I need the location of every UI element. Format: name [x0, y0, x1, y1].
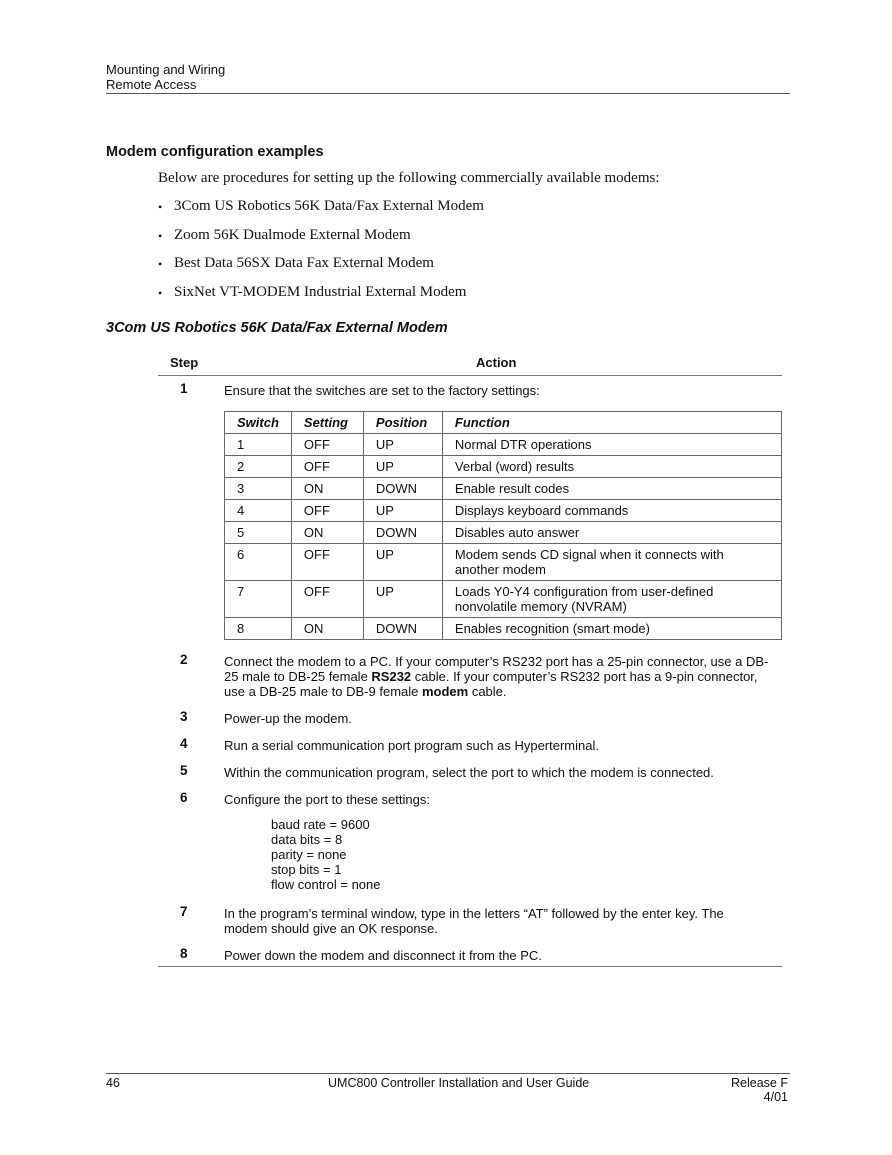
- step-text-bold: RS232: [371, 669, 412, 684]
- table-cell: Enable result codes: [442, 478, 781, 500]
- table-cell: 6: [225, 544, 292, 581]
- step-number: 3: [180, 709, 188, 724]
- footer-title: UMC800 Controller Installation and User Guide: [328, 1076, 590, 1090]
- step-number: 5: [180, 763, 188, 778]
- step-text: Ensure that the switches are set to the factory settings:: [224, 383, 540, 398]
- list-item: [158, 255, 484, 284]
- col-header-position: Position: [363, 412, 442, 434]
- subsection-title: 3Com US Robotics 56K Data/Fax External Modem: [106, 320, 448, 336]
- intro-paragraph: Below are procedures for setting up the following commercially available modems:: [158, 170, 660, 186]
- action-column-header: Action: [476, 355, 517, 370]
- table-row: [225, 544, 782, 581]
- table-cell: 2: [225, 456, 292, 478]
- table-cell: 4: [225, 500, 292, 522]
- table-cell: Displays keyboard commands: [442, 500, 781, 522]
- step-text-bold: modem: [421, 684, 469, 699]
- step-number: 8: [180, 946, 188, 961]
- col-header-function: Function: [442, 412, 781, 434]
- modem-name: SixNet VT-MODEM Industrial External Modem: [174, 283, 467, 300]
- table-header-row: [225, 412, 782, 434]
- table-cell: Modem sends CD signal when it connects with another modem: [442, 544, 781, 581]
- table-cell: UP: [363, 434, 442, 456]
- table-cell: 7: [225, 581, 292, 618]
- table-cell: Normal DTR operations: [442, 434, 781, 456]
- table-cell: 1: [225, 434, 292, 456]
- table-top-rule: [158, 375, 782, 376]
- step-number: 7: [180, 904, 188, 919]
- table-row: [225, 500, 782, 522]
- table-cell: UP: [363, 500, 442, 522]
- step-text: [224, 654, 769, 699]
- header-line-1: Mounting and Wiring: [106, 62, 226, 77]
- bullet-icon: •: [158, 285, 163, 300]
- header-rule: [106, 93, 790, 94]
- header-line-2: Remote Access: [106, 77, 197, 92]
- table-cell: Verbal (word) results: [442, 456, 781, 478]
- step-text: Within the communication program, select the port to which the modem is connected.: [224, 765, 714, 780]
- table-bottom-rule: [158, 966, 782, 967]
- modem-name: 3Com US Robotics 56K Data/Fax External Modem: [174, 198, 484, 214]
- table-row: [225, 456, 782, 478]
- table-row: [225, 434, 782, 456]
- table-cell: OFF: [291, 581, 363, 618]
- release-date: 4/01: [763, 1090, 788, 1104]
- bullet-icon: •: [158, 228, 163, 243]
- port-setting: stop bits = 1: [271, 862, 342, 877]
- step-number: 6: [180, 790, 188, 805]
- page-number: 46: [106, 1076, 120, 1090]
- table-cell: OFF: [291, 544, 363, 581]
- section-title: Modem configuration examples: [106, 144, 324, 160]
- modem-name: Zoom 56K Dualmode External Modem: [174, 226, 411, 243]
- table-cell: OFF: [291, 434, 363, 456]
- col-header-setting: Setting: [291, 412, 363, 434]
- table-cell: ON: [291, 618, 363, 640]
- list-item: [158, 284, 484, 313]
- port-setting: flow control = none: [271, 877, 381, 892]
- table-cell: OFF: [291, 456, 363, 478]
- table-cell: OFF: [291, 500, 363, 522]
- table-cell: UP: [363, 544, 442, 581]
- step-text: In the program’s terminal window, type in the letters “AT” followed by the enter key. The modem should give an OK response.: [224, 906, 724, 936]
- switch-settings-table: [224, 411, 782, 640]
- table-cell: UP: [363, 581, 442, 618]
- port-setting: data bits = 8: [271, 832, 343, 847]
- footer-release: [731, 1076, 788, 1104]
- table-cell: DOWN: [363, 478, 442, 500]
- col-header-switch: Switch: [225, 412, 292, 434]
- step-text-part: cable. If your computer’s RS232 port has a 9-pin connector, use a DB-25 male to DB-9 female: [224, 669, 758, 699]
- list-item: [158, 227, 484, 256]
- modem-name: Best Data 56SX Data Fax External Modem: [174, 255, 434, 271]
- step-text-part: Connect the modem to a PC. If your computer’s RS232 port has a 25-pin connector, use a DB-25 male to DB-25 female: [224, 654, 769, 684]
- step-column-header: Step: [170, 355, 199, 370]
- footer-rule: [106, 1073, 790, 1074]
- step-number: 1: [180, 381, 188, 396]
- table-cell: Disables auto answer: [442, 522, 781, 544]
- step-text: Configure the port to these settings:: [224, 792, 430, 807]
- step-text: Power down the modem and disconnect it from the PC.: [224, 948, 542, 963]
- release-label: Release F: [731, 1076, 788, 1090]
- running-header: [106, 62, 225, 92]
- step-number: 4: [180, 736, 188, 751]
- table-cell: 8: [225, 618, 292, 640]
- table-row: [225, 618, 782, 640]
- table-cell: UP: [363, 456, 442, 478]
- table-cell: 3: [225, 478, 292, 500]
- table-cell: Enables recognition (smart mode): [442, 618, 781, 640]
- step-text: Power-up the modem.: [224, 711, 352, 726]
- table-row: [225, 522, 782, 544]
- port-setting: baud rate = 9600: [271, 817, 370, 832]
- table-row: [225, 478, 782, 500]
- table-cell: 5: [225, 522, 292, 544]
- list-item: [158, 198, 484, 227]
- step-text-part: cable.: [468, 684, 507, 699]
- port-settings-block: [271, 817, 380, 892]
- step-text: Run a serial communication port program such as Hyperterminal.: [224, 738, 599, 753]
- table-row: [225, 581, 782, 618]
- table-cell: ON: [291, 522, 363, 544]
- modem-list: [158, 198, 484, 312]
- port-setting: parity = none: [271, 847, 347, 862]
- bullet-icon: •: [158, 257, 163, 271]
- table-cell: DOWN: [363, 522, 442, 544]
- table-cell: ON: [291, 478, 363, 500]
- table-cell: Loads Y0-Y4 configuration from user-defined nonvolatile memory (NVRAM): [442, 581, 781, 618]
- bullet-icon: •: [158, 200, 163, 214]
- step-number: 2: [180, 652, 188, 667]
- table-cell: DOWN: [363, 618, 442, 640]
